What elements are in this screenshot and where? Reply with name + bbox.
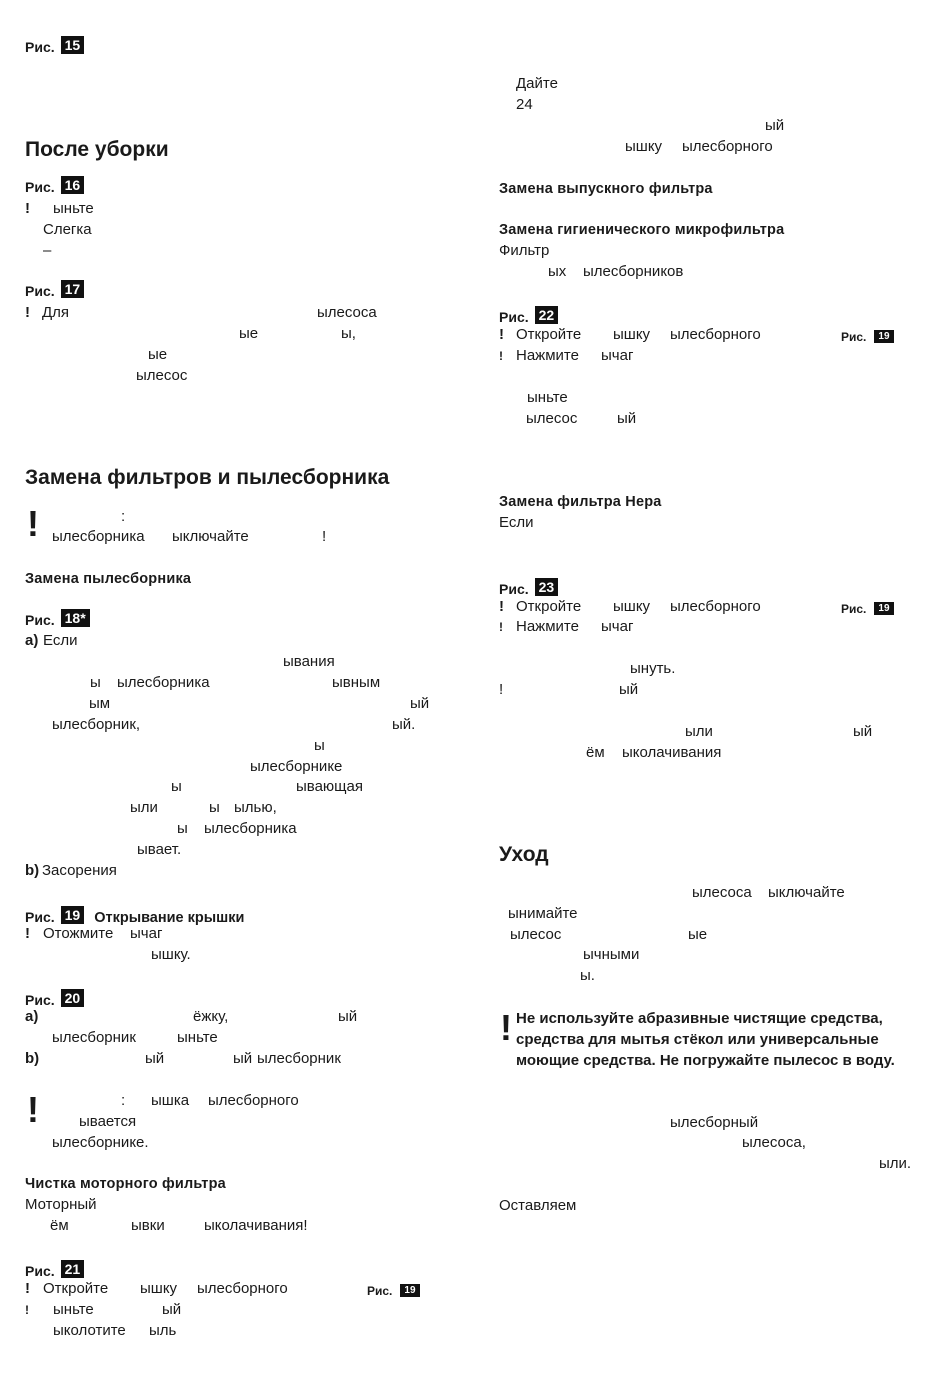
text-fragment: ылесоса, [742,1134,806,1151]
text-fragment: ы. [580,967,595,984]
section-title-replace-filters: Замена фильтров и пылесборника [25,466,390,489]
warning-icon: ! [27,1089,39,1130]
text-fragment: ывает. [137,841,182,858]
text-line: Слегка [43,221,92,238]
figure-number-badge: 19 [400,1284,419,1297]
text-fragment: ыключайте [172,528,249,545]
step-marker-icon: ! [25,1280,30,1297]
text-fragment: ылесборного [682,138,773,155]
step-marker-icon: ! [499,326,504,343]
text-line: 24 [516,96,533,113]
text-fragment: ы [171,778,182,795]
text-fragment: ый [853,723,873,740]
text-fragment: ые [688,926,708,943]
text-fragment: Откройте [43,1280,109,1297]
text-line: Если [43,632,78,649]
text-fragment: ыли [130,799,158,816]
figure-ref-16: Рис. 16 [25,176,84,196]
text-fragment: ых [548,263,567,280]
figure-ref-19-small: Рис. 19 [841,600,894,618]
text-fragment: ынуть. [630,660,676,677]
text-fragment: ычаг [601,618,634,635]
text-fragment: ывки [131,1217,165,1234]
text-fragment: ыколачивания! [204,1217,308,1234]
list-label-b: b) [25,1050,40,1067]
text-fragment: ылесборник [257,1050,341,1067]
figure-number-badge: 18* [61,609,90,627]
warning-icon: ! [27,503,39,544]
text-line: – [43,242,52,259]
text-fragment: ! [322,528,327,545]
text-fragment: : [121,508,126,525]
warning-icon: ! [500,1007,512,1048]
text-fragment: ылесборника [117,674,210,691]
figure-number-badge: 23 [535,578,559,596]
text-fragment: Отожмите [43,925,114,942]
text-fragment: ылесборного [670,598,761,615]
figure-number-badge: 16 [61,176,85,194]
text-fragment: ылесоса [692,884,752,901]
text-line: Для [42,304,70,321]
step-marker-icon: ! [25,925,30,942]
text-fragment: ыли. [879,1155,912,1172]
text-fragment: ылесборного [670,326,761,343]
figure-ref-19-small: Рис. 19 [841,328,894,346]
text-fragment: ый [617,410,637,427]
text-line: Если [499,514,534,531]
text-fragment: ылесос [136,367,188,384]
text-fragment: ! [499,681,504,698]
text-fragment: ыключайте [768,884,845,901]
section-title-care: Уход [499,843,549,866]
care-warning-text: Не используйте абразивные чистящие средства, средства для мытья стёкол или универсальные моющие средства. Не погружайте пылесос в воду. [516,1010,895,1069]
text-fragment: ыньте [177,1029,218,1046]
text-fragment: ылесборника [52,528,145,545]
figure-ref-17: Рис. 17 [25,280,84,300]
step-marker-icon: ! [499,598,504,615]
text-fragment: Нажмите [516,618,579,635]
text-fragment: ылесоса [317,304,377,321]
step-marker-icon: ! [499,349,503,363]
text-fragment: ыньте [527,389,568,406]
text-fragment: ылесборный [670,1114,759,1131]
subsection-title-microfilter: Замена гигиенического микрофильтра [499,222,785,238]
figure-number-badge: 21 [61,1260,85,1278]
figure-ref-19-small: Рис. 19 [367,1282,420,1300]
text-line: Фильтр [499,242,550,259]
section-title-after-cleaning: После уборки [25,138,169,161]
text-fragment: ывным [332,674,381,691]
figure-number-badge: 19 [874,330,893,343]
text-fragment: ывающая [296,778,363,795]
text-line: Дайте [516,75,558,92]
text-fragment: Нажмите [516,347,579,364]
text-fragment: ылесборник [52,1029,136,1046]
text-fragment: ём [50,1217,69,1234]
text-fragment: ылью, [234,799,277,816]
step-marker-icon: ! [25,200,30,217]
figure-number-badge: 19 [61,906,85,924]
step-marker-icon: ! [25,1303,29,1317]
text-fragment: ый [162,1301,182,1318]
step-marker-icon: ! [25,304,30,321]
figure-ref-23: Рис. 23 [499,578,558,598]
figure-ref-21: Рис. 21 [25,1260,84,1280]
text-fragment: ынимайте [508,905,578,922]
text-fragment: ыли [685,723,713,740]
text-fragment: ылесборника [204,820,297,837]
text-fragment: ылесборного [208,1092,299,1109]
figure-ref-22: Рис. 22 [499,306,558,326]
text-fragment: ый [233,1050,253,1067]
text-fragment: ыньте [53,1301,94,1318]
text-fragment: ычаг [601,347,634,364]
text-fragment: ычными [583,946,640,963]
text-fragment: ылесборник, [52,716,141,733]
subsection-title-hepa: Замена фильтра Hepa [499,494,662,510]
figure-ref-20: Рис. 20 [25,989,84,1009]
figure-ref-18: Рис. 18* [25,609,90,629]
text-fragment: ы [314,737,325,754]
text-fragment: ышку [625,138,663,155]
figure-number-badge: 22 [535,306,559,324]
subsection-title-outlet-filter: Замена выпускного фильтра [499,181,713,197]
text-fragment: ыколотите [53,1322,126,1339]
subsection-title-motor-filter: Чистка моторного фильтра [25,1176,226,1192]
text-fragment: ый [338,1008,358,1025]
text-fragment: ышку [613,326,651,343]
text-fragment: Откройте [516,598,582,615]
text-fragment: ыль [149,1322,177,1339]
figure-number-badge: 20 [61,989,85,1007]
text-fragment: ые [239,325,259,342]
text-fragment: ылесборного [197,1280,288,1297]
text-fragment: ышка [151,1092,190,1109]
text-fragment: ылесос [510,926,562,943]
text-line: Оставляем [499,1197,577,1214]
text-fragment: ый [765,117,785,134]
text-fragment: ым [89,695,111,712]
text-fragment: ы [177,820,188,837]
step-marker-icon: ! [499,620,503,634]
text-fragment: ы, [341,325,356,342]
text-fragment: ылесборнике. [52,1134,149,1151]
text-fragment: ые [148,346,168,363]
figure-ref-15: Рис. 15 [25,36,84,56]
text-fragment: ый. [392,716,416,733]
text-fragment: ышку. [151,946,191,963]
text-fragment: ыколачивания [622,744,722,761]
text-fragment: : [121,1092,126,1109]
text-fragment: ём [586,744,605,761]
figure-ref-19: Рис. 19 Открывание крышки [25,907,245,926]
list-label-b: b) [25,862,40,879]
text-fragment: ычаг [130,925,163,942]
list-label-a: a) [25,632,39,649]
figure-number-badge: 19 [874,602,893,615]
text-fragment: ый [619,681,639,698]
text-line: Моторный [25,1196,97,1213]
text-line: Засорения [42,862,117,879]
text-fragment: ывания [283,653,335,670]
text-fragment: ылесос [526,410,578,427]
text-fragment: ый [145,1050,165,1067]
figure-caption: Открывание крышки [94,910,245,926]
text-fragment: Откройте [516,326,582,343]
subsection-title-dustbag: Замена пылесборника [25,571,192,587]
text-fragment: ышку [613,598,651,615]
list-label-a: a) [25,1008,39,1025]
text-fragment: ый [410,695,430,712]
text-fragment: ы [90,674,101,691]
text-fragment: ышку [140,1280,178,1297]
figure-number-badge: 17 [61,280,85,298]
text-fragment: ывается [79,1113,137,1130]
figure-number-badge: 15 [61,36,85,54]
text-line: ыньте [53,200,94,217]
text-fragment: ылесборников [583,263,684,280]
text-fragment: ылесборнике [250,758,343,775]
text-fragment: ы [209,799,220,816]
text-fragment: ёжку, [193,1008,229,1025]
